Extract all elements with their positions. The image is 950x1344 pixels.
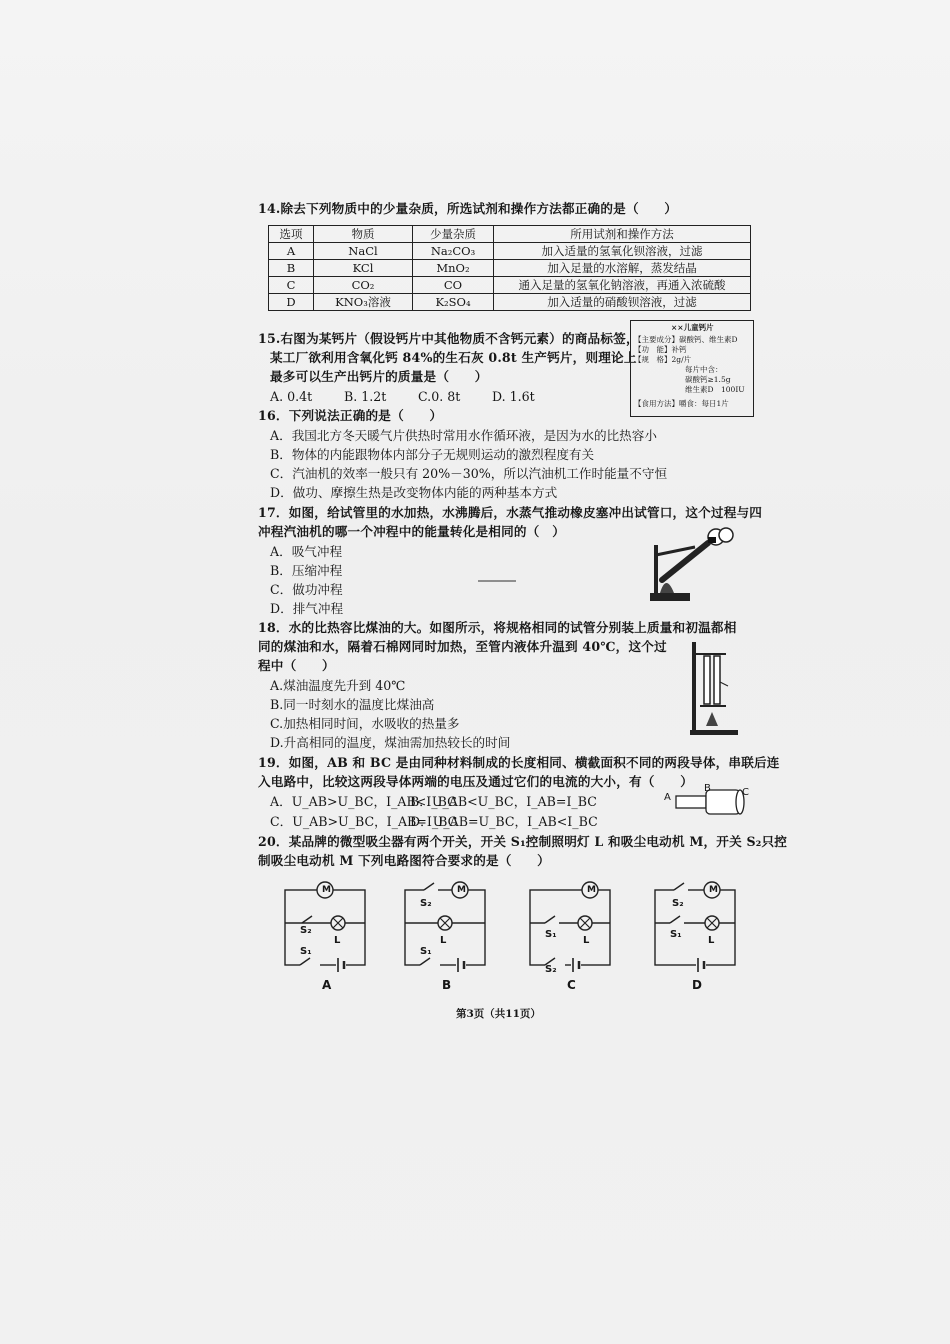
calcium-tablet-label [630, 320, 754, 417]
cell: B [269, 260, 314, 277]
q17-option-d: D．排气冲程 [270, 601, 344, 616]
circuit-d [650, 880, 745, 972]
q19-option-d: D．U_AB=U_BC，I_AB<I_BC [410, 814, 598, 829]
pointer [720, 682, 728, 686]
table-row [269, 243, 751, 260]
label-row: 【功 能】补钙 [634, 345, 687, 354]
point-c-label: C [742, 787, 749, 798]
label-row: 【食用方法】嚼食：每日1片 [634, 399, 729, 408]
q19-option-a: A．U_AB>U_BC，I_AB<I_BC [270, 794, 457, 809]
q14-stem: 14.除去下列物质中的少量杂质，所选试剂和操作方法都正确的是（ ） [258, 201, 678, 216]
wire-gap [545, 918, 559, 928]
clamp [656, 547, 695, 555]
label-row: 碳酸钙≥1.5g [685, 375, 731, 384]
circuit-label-c: C [567, 978, 576, 992]
table-row [269, 294, 751, 311]
cell: CO₂ [314, 277, 413, 294]
label-row: 维生素D 100IU [685, 385, 745, 394]
cell: KNO₃溶液 [314, 294, 413, 311]
q15-option-d: D. 1.6t [492, 389, 535, 404]
wire-loop [655, 890, 735, 965]
q20-line1: 20．某品牌的微型吸尘器有两个开关，开关 S₁控制照明灯 L 和吸尘电动机 M，开关 S₂只控 [258, 834, 788, 849]
boiling-tube-figure [640, 525, 750, 610]
label-row: 【规 格】2g/片 [634, 355, 692, 364]
lamp-label: L [440, 935, 447, 946]
point-b-label: B [704, 783, 711, 794]
wire-loop [530, 890, 610, 965]
point-a-label: A [664, 792, 671, 803]
cell: 通入足量的氢氧化钠溶液，再通入浓硫酸 [494, 277, 751, 294]
q17-line2: 冲程汽油机的哪一个冲程中的能量转化是相同的（ ） [258, 524, 566, 539]
q19-line2: 入电路中，比较这两段导体两端的电压及通过它们的电流的大小，有（ ） [258, 774, 693, 789]
circuit-c [525, 880, 620, 972]
wire-gap [420, 960, 440, 970]
cell: MnO₂ [413, 260, 494, 277]
q17-option-c: C．做功冲程 [270, 582, 343, 597]
q18-line1: 18．水的比热容比煤油的大。如图所示，将规格相同的试管分别装上质量和初温都相 [258, 620, 737, 635]
col-header: 少量杂质 [413, 226, 494, 243]
q17-option-a: A．吸气冲程 [270, 544, 343, 559]
q16-option-c: C．汽油机的效率一般只有 20%－30%，所以汽油机工作时能量不守恒 [270, 466, 668, 481]
q19-line1: 19．如图，AB 和 BC 是由同种材料制成的长度相同、横截面积不同的两段导体，串联后连 [258, 755, 780, 770]
stand-rod [654, 545, 658, 595]
cell: D [269, 294, 314, 311]
circuit-label-a: A [322, 978, 332, 992]
q15-line1: 15.右图为某钙片（假设钙片中其他物质不含钙元素）的商品标签， [258, 331, 639, 346]
q18-line2: 同的煤油和水，隔着石棉网同时加热，至管内液体升温到 40℃，这个过 [258, 639, 667, 654]
cell: K₂SO₄ [413, 294, 494, 311]
col-header: 所用试剂和操作方法 [494, 226, 751, 243]
q16-stem: 16．下列说法正确的是（ ） [258, 408, 443, 423]
lamp-label: L [708, 935, 715, 946]
motor-label: M [709, 885, 718, 895]
switch-label: S₂ [672, 898, 684, 909]
tube-water [714, 656, 720, 704]
q18-line3: 程中（ ） [258, 658, 335, 673]
wire-gap [670, 918, 684, 928]
burner-flame [660, 583, 674, 593]
motor-label: M [322, 885, 331, 895]
steam-cloud [719, 528, 733, 542]
switch-s2 [302, 916, 312, 923]
q15-line2: 某工厂欲利用含氧化钙 84%的生石灰 0.8t 生产钙片，则理论上 [270, 350, 637, 365]
q16-option-a: A．我国北方冬天暖气片供热时常用水作循环液，是因为水的比热容小 [270, 428, 657, 443]
page-number: 第3页（共11页） [456, 1008, 541, 1020]
q15-option-c: C.0. 8t [418, 389, 461, 404]
q18-option-a: A.煤油温度先升到 40℃ [270, 678, 406, 693]
q14-table [268, 225, 751, 311]
stand-rod [692, 642, 696, 734]
wire-gap [424, 885, 438, 895]
stand-base [690, 730, 738, 735]
lamp-label: L [583, 935, 590, 946]
motor-label: M [587, 885, 596, 895]
table-row [269, 260, 751, 277]
cell: NaCl [314, 243, 413, 260]
wire-loop [285, 890, 365, 965]
cell: Na₂CO₃ [413, 243, 494, 260]
q20-line2: 制吸尘电动机 M 下列电路图符合要求的是（ ） [258, 853, 550, 868]
cell: 加入适量的硝酸钡溶液，过滤 [494, 294, 751, 311]
segment-ab [676, 796, 706, 808]
divider-mark [478, 578, 518, 584]
motor-label: M [457, 885, 466, 895]
wire-gap [300, 960, 320, 970]
circuit-label-d: D [692, 978, 702, 992]
cell: KCl [314, 260, 413, 277]
switch-label: S₂ [420, 898, 432, 909]
label-title: ××儿童钙片 [671, 323, 714, 332]
switch-label: S₁ [545, 929, 557, 940]
q15-option-a: A. 0.4t [270, 389, 313, 404]
label-row: 【主要成分】碳酸钙、维生素D [634, 335, 738, 344]
q19-option-b: B．U_AB<U_BC，I_AB=I_BC [410, 794, 597, 809]
tube-oil [704, 656, 710, 704]
switch-label: S₂ [300, 925, 312, 936]
q19-option-c: C．U_AB>U_BC，I_AB=I_BC [270, 814, 458, 829]
heating-tubes-figure [690, 642, 740, 737]
cell: 加入足量的水溶解，蒸发结晶 [494, 260, 751, 277]
table-header-row [269, 226, 751, 243]
q16-option-b: B．物体的内能跟物体内部分子无规则运动的激烈程度有关 [270, 447, 595, 462]
switch-label: S₁ [420, 946, 432, 957]
segment-bc [706, 790, 740, 814]
circuit-b [400, 880, 495, 972]
switch-label: S₁ [300, 946, 312, 957]
q15-option-b: B. 1.2t [344, 389, 387, 404]
col-header: 选项 [269, 226, 314, 243]
cell: C [269, 277, 314, 294]
col-header: 物质 [314, 226, 413, 243]
cell: CO [413, 277, 494, 294]
rubber-stopper [708, 537, 716, 543]
q17-option-b: B．压缩冲程 [270, 563, 343, 578]
switch-label: S₁ [670, 929, 682, 940]
cell: 加入适量的氢氧化钡溶液，过滤 [494, 243, 751, 260]
q18-option-b: B.同一时刻水的温度比煤油高 [270, 697, 435, 712]
lamp-label: L [334, 935, 341, 946]
burner [706, 712, 718, 726]
cell: A [269, 243, 314, 260]
q18-option-d: D.升高相同的温度，煤油需加热较长的时间 [270, 735, 511, 750]
switch-label: S₂ [545, 964, 557, 975]
q18-option-c: C.加热相同时间，水吸收的热量多 [270, 716, 460, 731]
q15-line3: 最多可以生产出钙片的质量是（ ） [270, 369, 488, 384]
table-row [269, 277, 751, 294]
wire-gap [674, 885, 688, 895]
circuit-label-b: B [442, 978, 452, 992]
q16-option-d: D．做功、摩擦生热是改变物体内能的两种基本方式 [270, 485, 558, 500]
q17-line1: 17．如图，给试管里的水加热，水沸腾后，水蒸气推动橡皮塞冲出试管口，这个过程与四 [258, 505, 763, 520]
label-row: 每片中含： [685, 365, 723, 374]
